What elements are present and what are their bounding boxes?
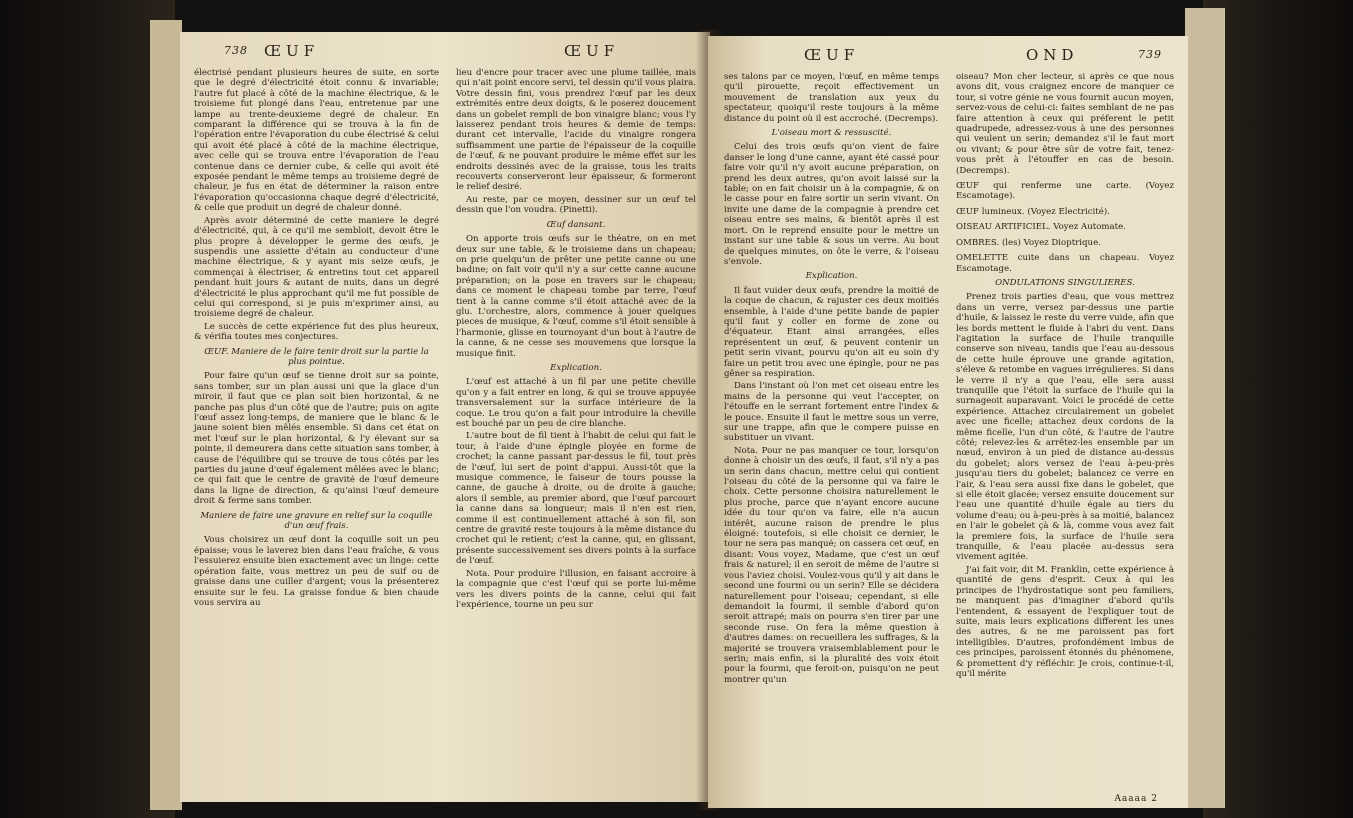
left-header-col-a: ŒUF [264,42,320,60]
paragraph: ses talons par ce moyen, l'œuf, en même temps qu'il pirouette, reçoit effectivement un mouvement de translation aux yeux du spectateur, quoiqu'il reste toujours à la même distance du point où il est accroché. (Decremps). [724,72,939,124]
section-title: Œuf dansant. [546,219,606,230]
paragraph: Dans l'instant où l'on met cet oiseau entre les mains de la personne qui veut l'accepter, on l'étouffe en le serrant fortement entre l'index & le pouce. Ensuite il faut le mettre sous un verre, sur une trappe, afin que le compere puisse en substituer un vivant. [724,381,939,444]
left-page [180,32,710,802]
page-edges-left [150,20,182,810]
right-page-number: 739 [1138,48,1162,61]
book-cover-left [0,0,175,818]
left-header-col-b: ŒUF [564,42,620,60]
paragraph: J'ai fait voir, dit M. Franklin, cette expérience à quantité de gens d'esprit. Ceux à qui les principes de l'hydrostatique sont peu familiers, ne manquent pas d'imaginer d'abord qu'ils l'entendent, & essayent de l'expliquer tout de suite, mais leurs explications different les unes des autres, & ne me paroissent pas fort intelligibles. D'autres, profondément imbus de ces principes, paroissent étonnés du phénomene, & promettent d'y réfléchir. Je crois, continue-t-il, qu'il mérite [956,564,1174,679]
right-header-col-a: ŒUF [804,46,860,64]
dictionary-entry: OMELETTE cuite dans un chapeau. Voyez Escamotage. [956,253,1174,274]
signature-mark: Aaaaa 2 [1114,794,1158,804]
page-edges-right [1185,8,1225,808]
book-cover-right [1203,0,1353,818]
right-header-col-b: OND [1026,46,1079,64]
paragraph: oiseau? Mon cher lecteur, si après ce que nous avons dit, vous craignez encore de manquer ce tour, si votre génie ne vous fournit aucun moyen, servez-vous de celui-ci: faites semblant de ne pas faire attention à ceux qui préferent le petit quadrupede, adressez-vous à une des personnes qui veulent un serin; demandez s'il le faut mort ou vivant; & pour être sûr de votre fait, tenez-vous prêt à l'étouffer en cas de besoin. (Decremps). [956,72,1174,176]
paragraph: Nota. Pour produire l'illusion, en faisant accroire à la compagnie que c'est l'œuf qui se porte lui-même vers les divers points de la canne, celui qui fait l'expérience, tourne un peu sur [456,568,696,610]
paragraph: lieu d'encre pour tracer avec une plume taillée, mais qui n'ait point encore servi, tel dessin qu'il vous plaira. Votre dessin fini, vous prendrez l'œuf par les deux extrémités entre deux doigts, & le poserez doucement dans un gobelet rempli de bon vinaigre blanc; vous l'y laisserez pendant trois heures & demie de temps: durant cet intervalle, l'acide du vinaigre rongera suffisamment une partie de l'épaisseur de la coquille de l'œuf, & ne pouvant produire le même effet sur les endroits dessinés avec de la graisse, tous les traits recouverts conserveront leur épaisseur, & formeront le relief desiré. [456,68,696,193]
left-running-head [180,42,710,66]
paragraph: Celui des trois œufs qu'on vient de faire danser le long d'une canne, ayant été cassé pour faire voir qu'il n'y avoit aucune préparation, on prend les deux autres, qu'on avoit laissé sur la table; on en fait choisir un à la compagnie, & on le casse pour en faire sortir un serin vivant. On invite une dame de la compagnie à prendre cet oiseau entre ses mains, & bientôt après il est mort. On le reprend ensuite pour le mettre un instant sur une table & sous un verre. Au bout de quelques minutes, on ôte le verre, & l'oiseau s'envole. [724,142,939,267]
dictionary-entry: OISEAU ARTIFICIEL. Voyez Automate. [956,222,1126,233]
left-page-number: 738 [224,44,248,57]
dictionary-entry: OMBRES. (les) Voyez Dioptrique. [956,237,1101,248]
right-column-b [956,72,1174,681]
paragraph: Au reste, par ce moyen, dessiner sur un œuf tel dessin que l'on voudra. (Pinetti). [456,194,696,216]
left-column-b [456,68,696,612]
paragraph: Il faut vuider deux œufs, prendre la moitié de la coque de chacun, & rajuster ces deux moitiés ensemble, à l'aide d'une petite bande de papier qu'il faut y coller en forme de zone ou d'équateur. Etant ainsi arrangées, elles représentent un œuf, & peuvent contenir un petit serin vivant, pourvu qu'on ait eu soin d'y faire un petit trou avec une épingle, pour ne pas gêner sa respiration. [724,285,939,379]
paragraph: Nota. Pour ne pas manquer ce tour, lorsqu'on donne à choisir un des œufs, il faut, s'il n'y a pas un serin dans chacun, mettre celui qui contient l'oiseau du côté de la personne qui va faire le choix. Cette personne choisira naturellement le plus proche, parce que n'ayant encore aucune idée du tour qu'on va faire, elle n'a aucun intérêt, aucune raison de prendre le plus éloigné: toutefois, si elle choisit ce dernier, le tour ne sera pas manqué; on cassera cet œuf, en disant: Vous voyez, Madame, que c'est un œuf frais & naturel; il en seroit de même de l'autre si vous l'aviez choisi. Voulez-vous qu'il y ait dans le second une fourmi ou un serin? Elle se décidera naturellement pour l'oiseau; cependant, si elle demandoit la fourmi, il semble d'abord qu'on seroit attrapé; mais on pourra s'en tirer par une seconde ruse. On fera la même question à d'autres dames: on recueillera les suffrages, & la majorité se trouvera vraisemblablement pour le serin; mais enfin, si la pluralité des voix étoit pour la fourmi, que feroit-on, puisqu'on ne peut montrer qu'un [724,445,939,685]
paragraph: Pour faire qu'un œuf se tienne droit sur sa pointe, sans tomber, sur un plan aussi uni que la glace d'un miroir, il faut que ce plan soit bien horizontal, & ne panche pas plus d'un côté que de l'autre; puis on agite l'œuf assez long-temps, de maniere que le blanc & le jaune soient bien mêlés ensemble. Si dans cet état on met l'œuf sur le plan horizontal, & l'y élevant sur sa pointe, il demeurera dans cette situation sans tomber, à cause de l'équilibre qui se trouve de tous côtés par les parties du jaune d'œuf également mêlées avec le blanc; ce qui fait que le centre de gravité de l'œuf demeure dans la ligne de direction, & qu'ainsi l'œuf demeure droit & ferme sans tomber. [194,371,439,507]
section-title: ŒUF. Maniere de le faire tenir droit sur la partie la plus pointue. [204,346,429,367]
right-column-a [724,72,939,687]
paragraph: électrisé pendant plusieurs heures de suite, en sorte que le degré d'électricité étoit connu & invariable; l'autre fut placé à côté de la machine électrique, & le troisieme fut plongé dans l'eau, entretenue par une lampe au trente-deuxieme degré de chaleur. En comparant la différence qui se trouva à la fin de l'opération entre l'évaporation du cube électrisé & celui qui avoit été placé à côté de la machine électrique, avec celle qui se trouva entre l'évaporation de l'eau contenue dans ce dernier cube, & celle qui avoit été exposée pendant le même temps au troisieme degré de chaleur, je fus en état de déterminer la raison entre l'évaporation qu'occasionna chaque degré d'électricité, & celle que produit un degré de chaleur donné. [194,68,439,214]
paragraph: Prenez trois parties d'eau, que vous mettrez dans un verre, versez par-dessus une partie d'huile, & laissez le reste du verre vuide, afin que les bords mettent le fluide à l'abri du vent. Dans l'agitation la surface de l'huile tranquille conserve son niveau, tandis que l'eau au-dessous de cette huile éprouve une grande agitation, s'éleve & retombe en vagues irrégulieres. Si dans le verre il n'y a que l'eau, elle sera aussi tranquille que l'étoit la surface de l'huile qui la surnageoit auparavant. Voici le procédé de cette expérience. Attachez circulairement un gobelet avec une ficelle; attachez deux cordons de la même ficelle, l'un d'un côté, & l'autre de l'autre côté; relevez-les & arrêtez-les ensemble par un nœud, environ à un pied de distance au-dessus du gobelet; alors versez de l'eau à-peu-près jusqu'au tiers du gobelet; balancez ce verre en l'air, & l'eau sera aussi fixe dans le gobelet, que si elle étoit glacée; versez ensuite doucement sur l'eau une quantité d'huile égale au tiers du volume d'eau; ou à-peu-près à sa moitié, balancez en l'air le gobelet çà & là, comme vous avez fait la premiere fois, la surface de l'huile sera tranquille, & l'eau placée au-dessus sera vivement agitée. [956,292,1174,563]
section-title: Maniere de faire une gravure en relief sur la coquille d'un œuf frais. [200,510,433,532]
paragraph: L'autre bout de fil tient à l'habit de celui qui fait le tour, à l'aide d'une épingle ployée en forme de crochet; la canne passant par-dessus le fil, tout près de l'œuf, lui sert de point d'appui. Aussi-tôt que la musique commence, le faiseur de tours pousse la canne, de gauche à droite, ou de droite à gauche; alors il semble, au premier abord, que l'œuf parcourt la canne dans sa longueur; mais il n'en est rien, comme il est continuellement attaché à son fil, son centre de gravité reste toujours à la même distance du crochet qui le retient; c'est la canne, qui, en glissant, présente successivement ses divers points à la surface de l'œuf. [456,431,696,567]
right-running-head [708,46,1188,70]
section-title: Explication. [805,271,858,282]
paragraph: L'œuf est attaché à un fil par une petite cheville qu'on y a fait entrer en long, & qui se trouve appuyée transversalement sur la surface intérieure de la coque. Le trou qu'on a fait pour introduire la cheville est bouché par un peu de cire blanche. [456,377,696,429]
paragraph: Après avoir déterminé de cette maniere le degré d'électricité, qui, à ce qu'il me sembloit, devoit être le plus propre à développer le germe des œufs, je suspendis une assiette d'étain au conducteur d'une machine électrique, & y ayant mis seize œufs, je commençai à électriser, & entretins tout cet appareil pendant huit jours & autant de nuits, dans un degré d'électricité le plus approchant qu'il me fut possible de celui qui correspond, si je puis m'exprimer ainsi, au troisieme degré de chaleur. [194,215,439,320]
left-column-a [194,68,439,610]
dictionary-entry: ŒUF lumineux. (Voyez Electricité). [956,206,1110,217]
paragraph: Le succès de cette expérience fut des plus heureux, & vérifia toutes mes conjectures. [194,321,439,343]
dictionary-entry: ŒUF qui renferme une carte. (Voyez Escamotage). [956,181,1174,202]
section-title: ONDULATIONS SINGULIERES. [995,277,1135,288]
paragraph: Vous choisirez un œuf dont la coquille soit un peu épaisse; vous le laverez bien dans l'eau fraîche, & vous l'essuierez ensuite bien exactement avec un linge: cette opération faite, vous mettrez un peu de suif ou de graisse dans une cuiller d'argent; vous la présenterez ensuite sur le feu. La graisse fondue & bien chaude vous servira au [194,535,439,608]
paragraph: On apporte trois œufs sur le théatre, on en met deux sur une table, & le troisieme dans un chapeau; on prie quelqu'un de prêter une petite canne ou une badine; on fait voir qu'il n'y a sur cette canne aucune préparation; on la pose en travers sur le chapeau; dans ce moment le chapeau tombe par terre, l'œuf tient à la canne comme s'il étoit attaché avec de la glu. L'orchestre, alors, commence à jouer quelques pieces de musique, & l'œuf, comme s'il étoit sensible à l'harmonie, glisse en tournoyant d'un bout à l'autre de la canne, & ne cesse ses mouvemens que lorsque la musique finit. [456,234,696,359]
right-page [708,36,1188,808]
section-title: L'oiseau mort & ressuscité. [771,128,892,139]
section-title: Explication. [550,362,602,373]
